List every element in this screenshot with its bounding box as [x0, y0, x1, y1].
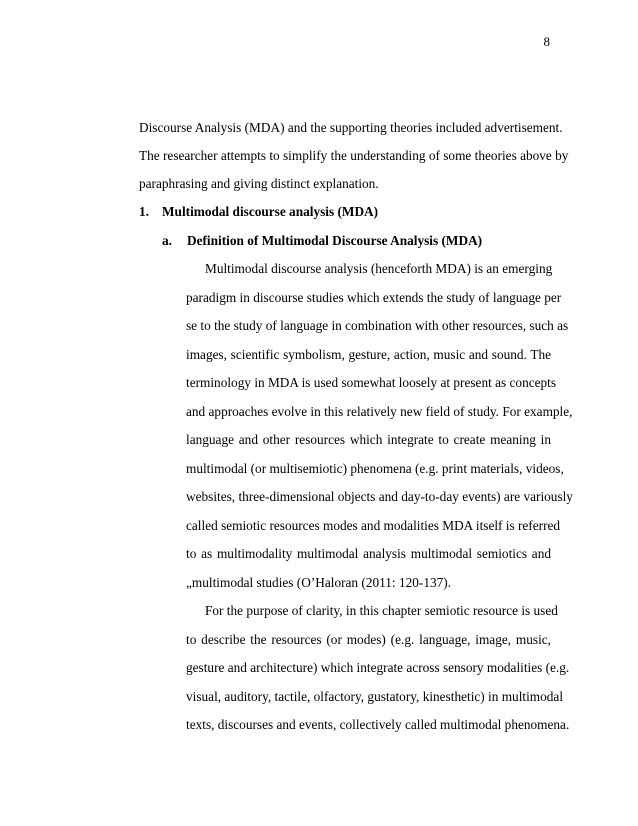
- paragraph-line-text: se to the study of language in combination with other resources, such as: [186, 318, 569, 333]
- paragraph-line: [0, 518, 638, 546]
- paragraph-line-text: to as multimodality multimodal analysis multimodal semiotics and: [186, 546, 551, 561]
- section-title: Multimodal discourse analysis (MDA): [162, 204, 379, 219]
- intro-line: [0, 120, 638, 148]
- paragraph-line-text: images, scientific symbolism, gesture, action, music and sound. The: [186, 347, 551, 362]
- subsection-title: Definition of Multimodal Discourse Analysis (MDA): [187, 233, 483, 248]
- paragraph-line-text: terminology in MDA is used somewhat loosely at present as concepts: [186, 375, 557, 390]
- intro-line: [0, 148, 638, 176]
- section-number: 1.: [139, 204, 149, 219]
- intro-line-text: Discourse Analysis (MDA) and the supporting theories included advertisement.: [139, 120, 563, 135]
- paragraph-line-text: gesture and architecture) which integrate across sensory modalities (e.g.: [186, 660, 570, 675]
- paragraph-line: [0, 660, 638, 688]
- paragraph-line-text: paradigm in discourse studies which extends the study of language per: [186, 290, 562, 305]
- paragraph-line: [0, 290, 638, 318]
- paragraph-line: [0, 575, 638, 603]
- paragraph-line-text: Multimodal discourse analysis (henceforth MDA) is an emerging: [205, 261, 553, 276]
- subsection-letter: a.: [162, 233, 172, 248]
- paragraph-line-text: language and other resources which integrate to create meaning in: [186, 432, 551, 447]
- paragraph-line: [0, 717, 638, 745]
- paragraph-line: [0, 461, 638, 489]
- paragraph-line: [0, 689, 638, 717]
- subsection-heading: [0, 233, 638, 261]
- paragraph-line-text: „multimodal studies (O’Haloran (2011: 120-137).: [186, 575, 452, 590]
- paragraph-line: [0, 375, 638, 403]
- paragraph-line-text: called semiotic resources modes and modalities MDA itself is referred: [186, 518, 561, 533]
- intro-line: [0, 176, 638, 204]
- paragraph-line: [0, 318, 638, 346]
- paragraph-line-text: and approaches evolve in this relatively new field of study. For example,: [186, 404, 573, 419]
- paragraph-line-text: texts, discourses and events, collectively called multimodal phenomena.: [186, 717, 570, 732]
- page-number: 8: [543, 34, 550, 49]
- paragraph-line-text: websites, three-dimensional objects and day-to-day events) are variously: [186, 489, 573, 504]
- paragraph-line: [0, 632, 638, 660]
- intro-line-text: The researcher attempts to simplify the understanding of some theories above by: [139, 148, 569, 163]
- paragraph-line-text: multimodal (or multisemiotic) phenomena (e.g. print materials, videos,: [186, 461, 564, 476]
- paragraph-line-text: to describe the resources (or modes) (e.g. language, image, music,: [186, 632, 551, 647]
- paragraph-line: [0, 347, 638, 375]
- section-heading: [0, 204, 638, 232]
- paragraph-line: [0, 404, 638, 432]
- paragraph-line: [0, 489, 638, 517]
- intro-line-text: paraphrasing and giving distinct explanation.: [139, 176, 379, 191]
- paragraph-line: [0, 603, 638, 631]
- paragraph-line: [0, 432, 638, 460]
- paragraph-line-text: visual, auditory, tactile, olfactory, gustatory, kinesthetic) in multimodal: [186, 689, 564, 704]
- paragraph-line-text: For the purpose of clarity, in this chapter semiotic resource is used: [205, 603, 558, 618]
- paragraph-line: [0, 546, 638, 574]
- paragraph-line: [0, 261, 638, 289]
